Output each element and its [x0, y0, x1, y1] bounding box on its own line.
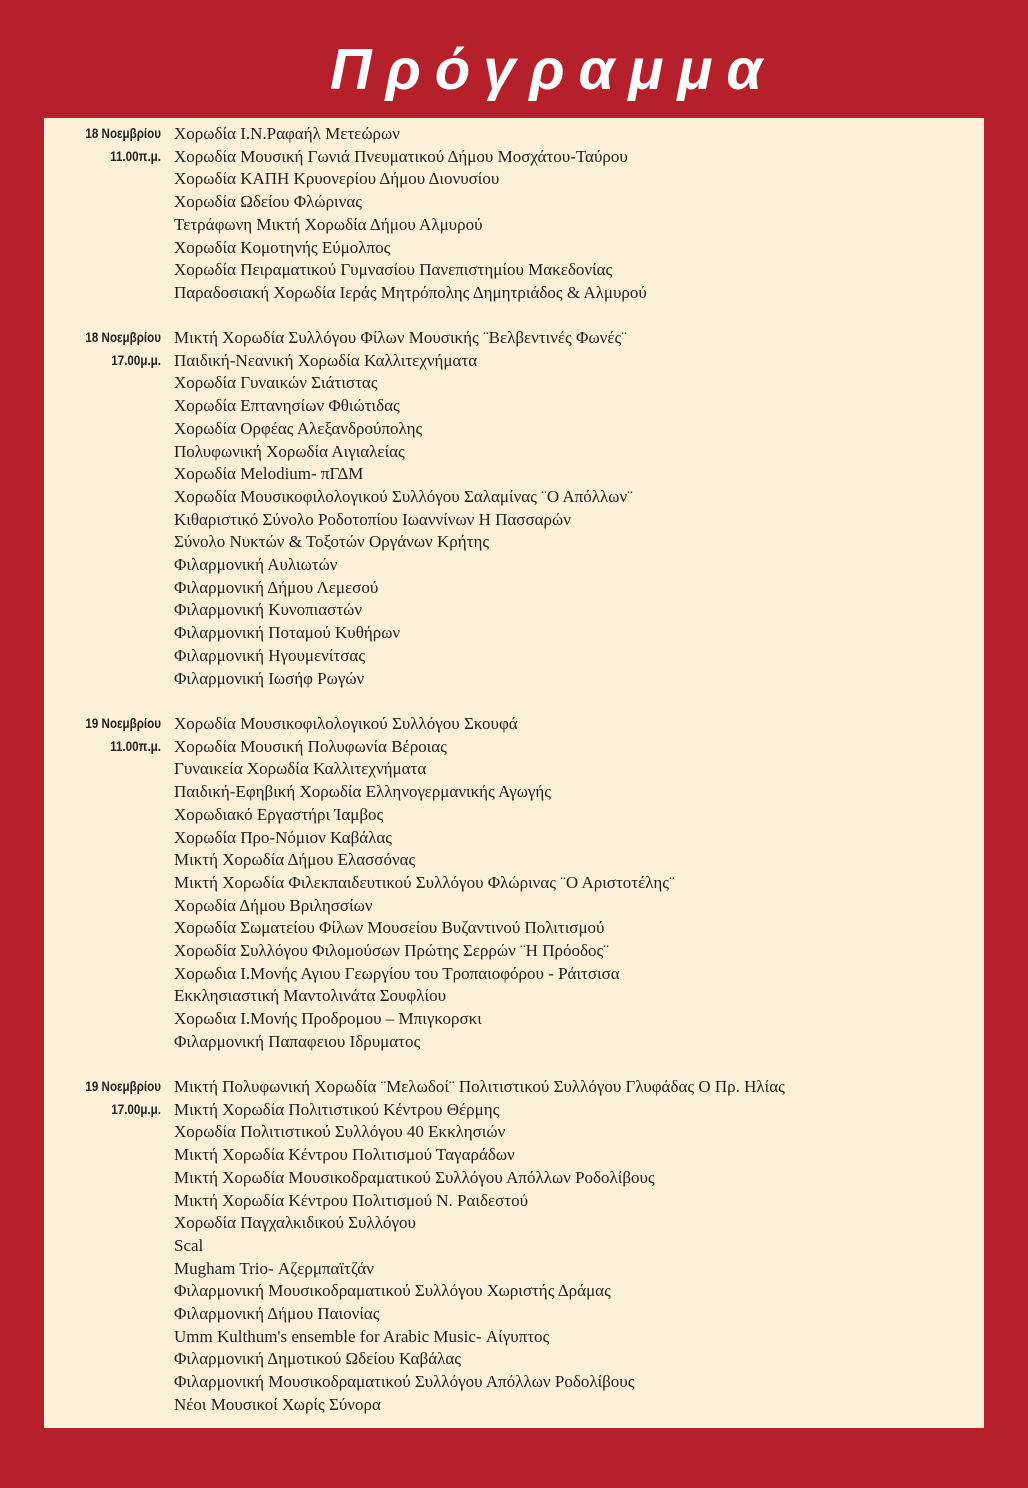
performer-item: Παιδική-Νεανική Χορωδία Καλλιτεχνήματα: [174, 350, 478, 370]
performer-item: Παιδική-Εφηβική Χορωδία Ελληνογερμανικής Αγωγής: [174, 782, 552, 802]
program-panel: [44, 118, 984, 1428]
session-datetime: [60, 123, 161, 168]
session-time: 17.00μ.μ.: [111, 352, 161, 368]
performer-item: Φιλαρμονική Μουσικοδραματικού Συλλόγου Απόλλων Ροδολίβους: [174, 1372, 635, 1392]
performer-item: Κιθαριστικό Σύνολο Ροδοτοπίου Ιωαννίνων Η Πασσαρών: [174, 509, 571, 529]
performer-item: Νέοι Μουσικοί Χωρίς Σύνορα: [174, 1394, 381, 1414]
performer-item: Χορωδία Μουσικοφιλολογικού Συλλόγου Σαλαμίνας ¨Ο Απόλλων¨: [174, 486, 633, 506]
performer-item: Umm Kulthum's ensemble for Arabic Music- Αίγυπτος: [174, 1326, 550, 1346]
session-datetime: [60, 327, 161, 372]
performer-item: Φιλαρμονική Μουσικοδραματικού Συλλόγου Χωριστής Δράμας: [174, 1281, 611, 1301]
performer-item: Μικτή Χορωδία Δήμου Ελασσόνας: [174, 850, 416, 870]
performer-item: Μικτή Χορωδία Πολιτιστικού Κέντρου Θέρμης: [174, 1099, 500, 1119]
performer-item: Μικτή Χορωδία Μουσικοδραματικού Συλλόγου Απόλλων Ροδολίβους: [174, 1167, 655, 1187]
performer-item: Φιλαρμονική Δήμου Λεμεσού: [174, 577, 379, 597]
performer-item: Χορωδία Melodium- πΓΔΜ: [174, 464, 364, 484]
performer-item: Μικτή Πολυφωνική Χορωδία ¨Μελωδοί¨ Πολιτιστικού Συλλόγου Γλυφάδας Ο Πρ. Ηλίας: [174, 1077, 785, 1096]
performer-item: Φιλαρμονική Ιωσήφ Ρωγών: [174, 668, 365, 688]
performer-item: Χορωδια Ι.Μονής Αγιου Γεωργίου του Τροπαιοφόρου - Ράιτσισα: [174, 963, 620, 983]
performer-item: Χορωδία Γυναικών Σιάτιστας: [174, 373, 378, 393]
performer-list: [174, 327, 633, 690]
session-time: 11.00π.μ.: [110, 148, 161, 164]
session-datetime: [60, 713, 161, 758]
performer-item: Χορωδία ΚΑΠΗ Κρυονερίου Δήμου Διονυσίου: [174, 169, 500, 189]
performer-item: Χορωδία Ι.Ν.Ραφαήλ Μετεώρων: [174, 124, 400, 143]
performer-list: [174, 1076, 785, 1417]
performer-item: Χορωδία Προ-Νόμιον Καβάλας: [174, 827, 393, 847]
performer-item: Εκκλησιαστική Μαντολινάτα Σουφλίου: [174, 986, 447, 1006]
performer-item: Mugham Trio- Αζερμπαϊτζάν: [174, 1258, 374, 1278]
performer-item: Μικτή Χορωδία Κέντρου Πολιτισμού Ν. Ραιδεστού: [174, 1190, 529, 1210]
performer-item: Χορωδία Πειραματικού Γυμνασίου Πανεπιστημίου Μακεδονίας: [174, 260, 613, 280]
session-date: 19 Νοεμβρίου: [85, 716, 161, 731]
performer-item: Φιλαρμονική Ποταμού Κυθήρων: [174, 623, 401, 643]
performer-item: Χορωδία Μουσική Γωνιά Πνευματικού Δήμου Μοσχάτου-Ταύρου: [174, 146, 628, 166]
performer-item: Μικτή Χορωδία Κέντρου Πολιτισμού Ταγαράδων: [174, 1145, 515, 1165]
session-date: 18 Νοεμβρίου: [85, 330, 161, 345]
performer-item: Χορωδία Ωδείου Φλώρινας: [174, 192, 362, 212]
session-datetime: [60, 1076, 161, 1121]
performer-item: Τετράφωνη Μικτή Χορωδία Δήμου Αλμυρού: [174, 214, 483, 234]
session-date: 19 Νοεμβρίου: [85, 1079, 161, 1094]
performer-item: Πολυφωνική Χορωδία Αιγιαλείας: [174, 441, 405, 461]
performer-item: Χορωδία Παγχαλκιδικού Συλλόγου: [174, 1213, 416, 1233]
performer-item: Φιλαρμονική Δήμου Παιονίας: [174, 1304, 380, 1324]
performer-item: Χορωδία Μουσικοφιλολογικού Συλλόγου Σκουφά: [174, 714, 518, 733]
performer-item: Φιλαρμονική Δημοτικού Ωδείου Καβάλας: [174, 1349, 461, 1369]
performer-item: Χορωδία Δήμου Βριλησσίων: [174, 895, 373, 915]
performer-item: Φιλαρμονική Αυλιωτών: [174, 555, 338, 575]
session-time: 11.00π.μ.: [110, 738, 161, 754]
performer-item: Μικτή Χορωδία Συλλόγου Φίλων Μουσικής ¨Βελβεντινές Φωνές¨: [174, 328, 627, 347]
performer-item: Σύνολο Νυκτών & Τοξοτών Οργάνων Κρήτης: [174, 532, 490, 552]
session-time: 17.00μ.μ.: [111, 1101, 161, 1117]
performer-list: [174, 123, 647, 305]
performer-item: Μικτή Χορωδία Φιλεκπαιδευτικού Συλλόγου Φλώρινας ¨Ο Αριστοτέλης¨: [174, 872, 675, 892]
performer-item: Χορωδία Επτανησίων Φθιώτιδας: [174, 396, 400, 416]
performer-item: Φιλαρμονική Ηγουμενίτσας: [174, 645, 366, 665]
performer-item: Χορωδία Πολιτιστικού Συλλόγου 40 Εκκλησιών: [174, 1122, 506, 1142]
performer-item: Χορωδία Συλλόγου Φιλομούσων Πρώτης Σερρών ¨Η Πρόοδος¨: [174, 941, 609, 961]
performer-item: Γυναικεία Χορωδία Καλλιτεχνήματα: [174, 759, 427, 779]
performer-item: Χορωδία Ορφέας Αλεξανδρούπολης: [174, 418, 423, 438]
performer-item: Χορωδία Κομοτηνής Εύμολπος: [174, 237, 391, 257]
performer-item: Χορωδία Μουσική Πολυφωνία Βέροιας: [174, 736, 447, 756]
performer-item: Παραδοσιακή Χορωδία Ιεράς Μητρόπολης Δημητριάδος & Αλμυρού: [174, 282, 647, 302]
session-date: 18 Νοεμβρίου: [85, 126, 161, 141]
performer-item: Χορωδία Σωματείου Φίλων Μουσείου Βυζαντινού Πολιτισμού: [174, 918, 605, 938]
performer-item: Χορωδιακό Εργαστήρι Ίαμβος: [174, 804, 384, 824]
performer-list: [174, 713, 675, 1054]
performer-item: Χορωδια Ι.Μονής Προδρομου – Μπιγκορσκι: [174, 1009, 482, 1029]
performer-item: Φιλαρμονική Κυνοπιαστών: [174, 600, 363, 620]
page-title: Πρόγραμμα: [330, 37, 777, 102]
performer-item: Scal: [174, 1235, 204, 1255]
performer-item: Φιλαρμονική Παπαφειου Ιδρυματος: [174, 1031, 421, 1051]
